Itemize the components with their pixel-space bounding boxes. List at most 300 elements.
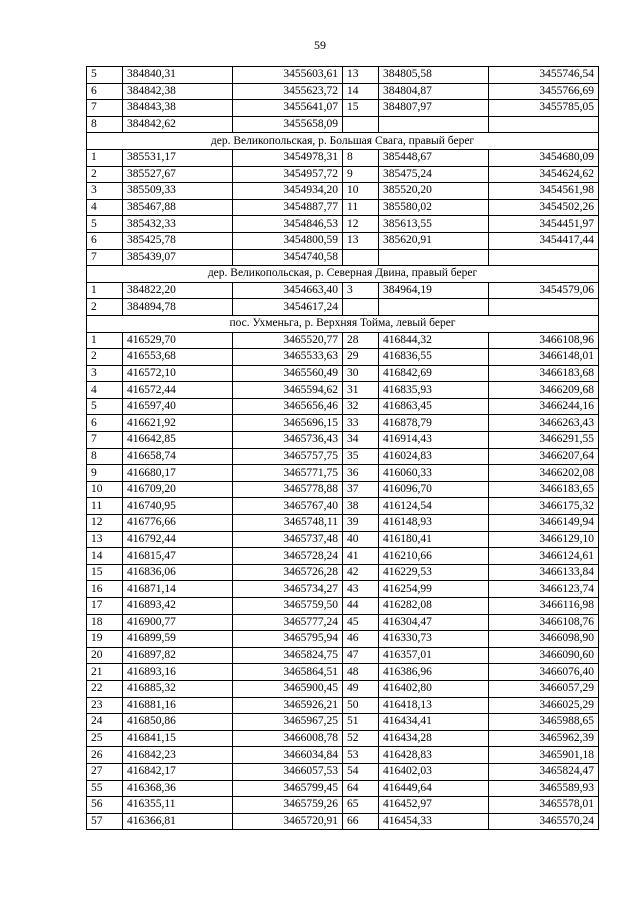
y-coordinate: 3466116,98 — [489, 598, 599, 615]
y-coordinate: 3465757,75 — [233, 448, 343, 465]
x-coordinate: 416709,20 — [123, 481, 233, 498]
table-row — [87, 199, 599, 216]
x-coordinate: 384842,38 — [123, 83, 233, 100]
point-number: 15 — [87, 564, 123, 581]
point-number: 22 — [87, 680, 123, 697]
y-coordinate: 3465570,24 — [489, 813, 599, 830]
point-number: 10 — [343, 183, 379, 200]
point-number: 55 — [87, 780, 123, 797]
point-number: 40 — [343, 531, 379, 548]
y-coordinate: 3465864,51 — [233, 664, 343, 681]
table-row — [87, 332, 599, 349]
y-coordinate: 3465795,94 — [233, 631, 343, 648]
table-row — [87, 216, 599, 233]
x-coordinate — [379, 116, 489, 133]
point-number: 8 — [343, 149, 379, 166]
x-coordinate: 416815,47 — [123, 548, 233, 565]
point-number: 5 — [87, 67, 123, 84]
x-coordinate: 416871,14 — [123, 581, 233, 598]
x-coordinate: 416096,70 — [379, 481, 489, 498]
x-coordinate: 384964,19 — [379, 282, 489, 299]
point-number: 6 — [87, 415, 123, 432]
point-number: 25 — [87, 730, 123, 747]
y-coordinate: 3455658,09 — [233, 116, 343, 133]
x-coordinate: 416878,79 — [379, 415, 489, 432]
point-number: 11 — [87, 498, 123, 515]
point-number: 36 — [343, 465, 379, 482]
point-number: 6 — [87, 232, 123, 249]
y-coordinate: 3465734,27 — [233, 581, 343, 598]
point-number: 13 — [343, 67, 379, 84]
point-number: 2 — [87, 166, 123, 183]
y-coordinate: 3455785,05 — [489, 100, 599, 117]
y-coordinate: 3466207,64 — [489, 448, 599, 465]
table-row — [87, 598, 599, 615]
point-number: 12 — [343, 216, 379, 233]
x-coordinate: 416893,16 — [123, 664, 233, 681]
y-coordinate: 3466090,60 — [489, 647, 599, 664]
y-coordinate: 3455766,69 — [489, 83, 599, 100]
y-coordinate: 3466202,08 — [489, 465, 599, 482]
point-number: 13 — [87, 531, 123, 548]
x-coordinate: 416597,40 — [123, 398, 233, 415]
table-row — [87, 548, 599, 565]
point-number: 5 — [87, 398, 123, 415]
x-coordinate: 416842,17 — [123, 763, 233, 780]
point-number: 12 — [87, 515, 123, 532]
point-number: 13 — [343, 232, 379, 249]
point-number: 20 — [87, 647, 123, 664]
table-row — [87, 797, 599, 814]
x-coordinate: 384807,97 — [379, 100, 489, 117]
y-coordinate: 3465656,46 — [233, 398, 343, 415]
x-coordinate: 416897,82 — [123, 647, 233, 664]
y-coordinate: 3466263,43 — [489, 415, 599, 432]
table-row — [87, 564, 599, 581]
x-coordinate: 385448,67 — [379, 149, 489, 166]
point-number: 5 — [87, 216, 123, 233]
x-coordinate: 384843,38 — [123, 100, 233, 117]
y-coordinate: 3465578,01 — [489, 797, 599, 814]
y-coordinate: 3466057,29 — [489, 680, 599, 697]
y-coordinate — [489, 116, 599, 133]
table-row — [87, 647, 599, 664]
x-coordinate: 385425,78 — [123, 232, 233, 249]
x-coordinate: 416452,97 — [379, 797, 489, 814]
y-coordinate: 3465967,25 — [233, 714, 343, 731]
x-coordinate: 385475,24 — [379, 166, 489, 183]
x-coordinate: 416863,45 — [379, 398, 489, 415]
y-coordinate: 3454800,59 — [233, 232, 343, 249]
point-number: 57 — [87, 813, 123, 830]
x-coordinate: 385527,67 — [123, 166, 233, 183]
x-coordinate: 416304,47 — [379, 614, 489, 631]
x-coordinate: 385620,91 — [379, 232, 489, 249]
table-row — [87, 481, 599, 498]
point-number: 56 — [87, 797, 123, 814]
y-coordinate: 3454617,24 — [233, 299, 343, 316]
point-number: 2 — [87, 299, 123, 316]
x-coordinate: 416402,80 — [379, 680, 489, 697]
point-number: 14 — [87, 548, 123, 565]
table-row — [87, 83, 599, 100]
y-coordinate: 3465778,88 — [233, 481, 343, 498]
y-coordinate: 3465720,91 — [233, 813, 343, 830]
table-row — [87, 465, 599, 482]
table-row — [87, 183, 599, 200]
table-row — [87, 166, 599, 183]
table-row — [87, 116, 599, 133]
section-header-row — [87, 133, 599, 150]
y-coordinate: 3466108,96 — [489, 332, 599, 349]
table-row — [87, 432, 599, 449]
page-number: 59 — [314, 38, 326, 52]
x-coordinate: 416454,33 — [379, 813, 489, 830]
x-coordinate: 416402,03 — [379, 763, 489, 780]
y-coordinate: 3455603,61 — [233, 67, 343, 84]
y-coordinate: 3466129,10 — [489, 531, 599, 548]
y-coordinate: 3455623,72 — [233, 83, 343, 100]
y-coordinate: 3465962,39 — [489, 730, 599, 747]
point-number: 33 — [343, 415, 379, 432]
table-row — [87, 398, 599, 415]
point-number: 7 — [87, 100, 123, 117]
section-header-row — [87, 315, 599, 332]
point-number: 6 — [87, 83, 123, 100]
y-coordinate: 3454451,97 — [489, 216, 599, 233]
point-number: 19 — [87, 631, 123, 648]
x-coordinate: 416330,73 — [379, 631, 489, 648]
section-title: пос. Ухменьга, р. Верхняя Тойма, левый берег — [87, 315, 599, 332]
x-coordinate: 416434,41 — [379, 714, 489, 731]
y-coordinate: 3465520,77 — [233, 332, 343, 349]
table-row — [87, 614, 599, 631]
x-coordinate: 416529,70 — [123, 332, 233, 349]
x-coordinate: 416914,43 — [379, 432, 489, 449]
point-number: 65 — [343, 797, 379, 814]
y-coordinate: 3465594,62 — [233, 382, 343, 399]
y-coordinate: 3465736,43 — [233, 432, 343, 449]
y-coordinate: 3466209,68 — [489, 382, 599, 399]
point-number: 32 — [343, 398, 379, 415]
point-number: 47 — [343, 647, 379, 664]
y-coordinate: 3465777,24 — [233, 614, 343, 631]
point-number: 1 — [87, 332, 123, 349]
x-coordinate: 384894,78 — [123, 299, 233, 316]
y-coordinate: 3466057,53 — [233, 763, 343, 780]
y-coordinate: 3465767,40 — [233, 498, 343, 515]
y-coordinate: 3465696,15 — [233, 415, 343, 432]
point-number: 48 — [343, 664, 379, 681]
point-number: 7 — [87, 432, 123, 449]
x-coordinate: 416428,83 — [379, 747, 489, 764]
y-coordinate: 3465560,49 — [233, 365, 343, 382]
y-coordinate: 3466291,55 — [489, 432, 599, 449]
y-coordinate: 3466175,32 — [489, 498, 599, 515]
point-number: 3 — [87, 183, 123, 200]
x-coordinate: 416229,53 — [379, 564, 489, 581]
point-number: 21 — [87, 664, 123, 681]
table-row — [87, 232, 599, 249]
x-coordinate: 385520,20 — [379, 183, 489, 200]
point-number: 31 — [343, 382, 379, 399]
x-coordinate: 416124,54 — [379, 498, 489, 515]
y-coordinate: 3465589,93 — [489, 780, 599, 797]
table-row — [87, 249, 599, 266]
y-coordinate: 3465824,75 — [233, 647, 343, 664]
point-number: 2 — [87, 349, 123, 366]
y-coordinate: 3466034,84 — [233, 747, 343, 764]
point-number: 64 — [343, 780, 379, 797]
x-coordinate: 416572,10 — [123, 365, 233, 382]
point-number: 41 — [343, 548, 379, 565]
point-number: 9 — [87, 465, 123, 482]
y-coordinate: 3466133,84 — [489, 564, 599, 581]
point-number: 38 — [343, 498, 379, 515]
x-coordinate: 384805,58 — [379, 67, 489, 84]
point-number: 18 — [87, 614, 123, 631]
y-coordinate: 3466098,90 — [489, 631, 599, 648]
x-coordinate: 416836,55 — [379, 349, 489, 366]
x-coordinate: 416282,08 — [379, 598, 489, 615]
point-number: 1 — [87, 282, 123, 299]
y-coordinate: 3465799,45 — [233, 780, 343, 797]
x-coordinate: 416449,64 — [379, 780, 489, 797]
y-coordinate: 3465900,45 — [233, 680, 343, 697]
point-number: 30 — [343, 365, 379, 382]
point-number: 37 — [343, 481, 379, 498]
x-coordinate: 385613,55 — [379, 216, 489, 233]
x-coordinate: 416885,32 — [123, 680, 233, 697]
point-number: 3 — [87, 365, 123, 382]
y-coordinate: 3454680,09 — [489, 149, 599, 166]
point-number: 34 — [343, 432, 379, 449]
x-coordinate: 416386,96 — [379, 664, 489, 681]
point-number: 54 — [343, 763, 379, 780]
y-coordinate: 3454561,98 — [489, 183, 599, 200]
point-number: 42 — [343, 564, 379, 581]
table-row — [87, 680, 599, 697]
point-number: 24 — [87, 714, 123, 731]
x-coordinate: 416893,42 — [123, 598, 233, 615]
table-row — [87, 813, 599, 830]
table-row — [87, 780, 599, 797]
x-coordinate: 385439,07 — [123, 249, 233, 266]
table-row — [87, 67, 599, 84]
section-title: дер. Великопольская, р. Большая Свага, правый берег — [87, 133, 599, 150]
table-row — [87, 581, 599, 598]
y-coordinate: 3465901,18 — [489, 747, 599, 764]
y-coordinate: 3465726,28 — [233, 564, 343, 581]
point-number: 28 — [343, 332, 379, 349]
x-coordinate: 416850,86 — [123, 714, 233, 731]
y-coordinate: 3454624,62 — [489, 166, 599, 183]
y-coordinate: 3466025,29 — [489, 697, 599, 714]
x-coordinate: 416180,41 — [379, 531, 489, 548]
y-coordinate: 3455641,07 — [233, 100, 343, 117]
x-coordinate: 416418,13 — [379, 697, 489, 714]
x-coordinate: 384804,87 — [379, 83, 489, 100]
point-number: 8 — [87, 116, 123, 133]
y-coordinate: 3466124,61 — [489, 548, 599, 565]
x-coordinate: 416148,93 — [379, 515, 489, 532]
y-coordinate: 3466076,40 — [489, 664, 599, 681]
y-coordinate: 3454957,72 — [233, 166, 343, 183]
table-row — [87, 714, 599, 731]
y-coordinate: 3466108,76 — [489, 614, 599, 631]
point-number: 9 — [343, 166, 379, 183]
x-coordinate: 416366,81 — [123, 813, 233, 830]
point-number: 15 — [343, 100, 379, 117]
point-number: 4 — [87, 382, 123, 399]
x-coordinate: 416024,83 — [379, 448, 489, 465]
y-coordinate: 3465737,48 — [233, 531, 343, 548]
y-coordinate: 3454846,53 — [233, 216, 343, 233]
y-coordinate: 3454579,06 — [489, 282, 599, 299]
point-number: 53 — [343, 747, 379, 764]
point-number: 16 — [87, 581, 123, 598]
x-coordinate: 385432,33 — [123, 216, 233, 233]
point-number — [343, 299, 379, 316]
table-row — [87, 415, 599, 432]
y-coordinate: 3465759,50 — [233, 598, 343, 615]
table-row — [87, 349, 599, 366]
table-row — [87, 100, 599, 117]
table-row — [87, 664, 599, 681]
table-row — [87, 382, 599, 399]
point-number: 45 — [343, 614, 379, 631]
point-number: 44 — [343, 598, 379, 615]
y-coordinate: 3454934,20 — [233, 183, 343, 200]
x-coordinate: 416900,77 — [123, 614, 233, 631]
point-number: 49 — [343, 680, 379, 697]
x-coordinate: 416434,28 — [379, 730, 489, 747]
table-row — [87, 631, 599, 648]
point-number: 51 — [343, 714, 379, 731]
point-number — [343, 249, 379, 266]
x-coordinate: 385580,02 — [379, 199, 489, 216]
point-number: 39 — [343, 515, 379, 532]
table-row — [87, 747, 599, 764]
y-coordinate: 3466149,94 — [489, 515, 599, 532]
x-coordinate: 416621,92 — [123, 415, 233, 432]
x-coordinate: 416355,11 — [123, 797, 233, 814]
coordinates-table — [86, 66, 599, 830]
point-number: 1 — [87, 149, 123, 166]
y-coordinate: 3454978,31 — [233, 149, 343, 166]
table-row — [87, 448, 599, 465]
x-coordinate: 384842,62 — [123, 116, 233, 133]
x-coordinate: 416060,33 — [379, 465, 489, 482]
y-coordinate: 3466008,78 — [233, 730, 343, 747]
point-number: 52 — [343, 730, 379, 747]
x-coordinate: 416841,15 — [123, 730, 233, 747]
table-row — [87, 515, 599, 532]
y-coordinate: 3466244,16 — [489, 398, 599, 415]
y-coordinate — [489, 249, 599, 266]
point-number: 14 — [343, 83, 379, 100]
table-row — [87, 299, 599, 316]
table-row — [87, 697, 599, 714]
y-coordinate: 3465988,65 — [489, 714, 599, 731]
table-row — [87, 498, 599, 515]
x-coordinate: 416842,69 — [379, 365, 489, 382]
point-number: 66 — [343, 813, 379, 830]
x-coordinate: 416836,06 — [123, 564, 233, 581]
point-number: 29 — [343, 349, 379, 366]
x-coordinate — [379, 249, 489, 266]
x-coordinate: 385467,88 — [123, 199, 233, 216]
point-number: 8 — [87, 448, 123, 465]
table-row — [87, 282, 599, 299]
point-number: 50 — [343, 697, 379, 714]
point-number: 23 — [87, 697, 123, 714]
point-number: 3 — [343, 282, 379, 299]
table-row — [87, 531, 599, 548]
y-coordinate: 3465926,21 — [233, 697, 343, 714]
y-coordinate: 3465748,11 — [233, 515, 343, 532]
x-coordinate: 416899,59 — [123, 631, 233, 648]
x-coordinate: 416792,44 — [123, 531, 233, 548]
point-number: 35 — [343, 448, 379, 465]
x-coordinate: 416357,01 — [379, 647, 489, 664]
coordinates-table-body — [87, 67, 599, 830]
x-coordinate: 416553,68 — [123, 349, 233, 366]
x-coordinate: 416572,44 — [123, 382, 233, 399]
point-number: 43 — [343, 581, 379, 598]
y-coordinate: 3454740,58 — [233, 249, 343, 266]
x-coordinate: 416368,36 — [123, 780, 233, 797]
x-coordinate: 416210,66 — [379, 548, 489, 565]
x-coordinate: 385509,33 — [123, 183, 233, 200]
x-coordinate: 416844,32 — [379, 332, 489, 349]
y-coordinate: 3454502,26 — [489, 199, 599, 216]
x-coordinate: 416842,23 — [123, 747, 233, 764]
x-coordinate: 416642,85 — [123, 432, 233, 449]
table-row — [87, 763, 599, 780]
x-coordinate: 416881,16 — [123, 697, 233, 714]
y-coordinate: 3454887,77 — [233, 199, 343, 216]
y-coordinate: 3465759,26 — [233, 797, 343, 814]
y-coordinate: 3454417,44 — [489, 232, 599, 249]
x-coordinate: 385531,17 — [123, 149, 233, 166]
x-coordinate: 416776,66 — [123, 515, 233, 532]
y-coordinate — [489, 299, 599, 316]
x-coordinate: 416254,99 — [379, 581, 489, 598]
x-coordinate: 416835,93 — [379, 382, 489, 399]
point-number — [343, 116, 379, 133]
section-header-row — [87, 266, 599, 283]
x-coordinate — [379, 299, 489, 316]
y-coordinate: 3466183,65 — [489, 481, 599, 498]
y-coordinate: 3466123,74 — [489, 581, 599, 598]
point-number: 27 — [87, 763, 123, 780]
y-coordinate: 3465771,75 — [233, 465, 343, 482]
x-coordinate: 384822,20 — [123, 282, 233, 299]
x-coordinate: 384840,31 — [123, 67, 233, 84]
point-number: 17 — [87, 598, 123, 615]
y-coordinate: 3454663,40 — [233, 282, 343, 299]
y-coordinate: 3465533,63 — [233, 349, 343, 366]
table-row — [87, 730, 599, 747]
y-coordinate: 3466148,01 — [489, 349, 599, 366]
point-number: 4 — [87, 199, 123, 216]
section-title: дер. Великопольская, р. Северная Двина, правый берег — [87, 266, 599, 283]
point-number: 11 — [343, 199, 379, 216]
point-number: 10 — [87, 481, 123, 498]
x-coordinate: 416740,95 — [123, 498, 233, 515]
point-number: 46 — [343, 631, 379, 648]
